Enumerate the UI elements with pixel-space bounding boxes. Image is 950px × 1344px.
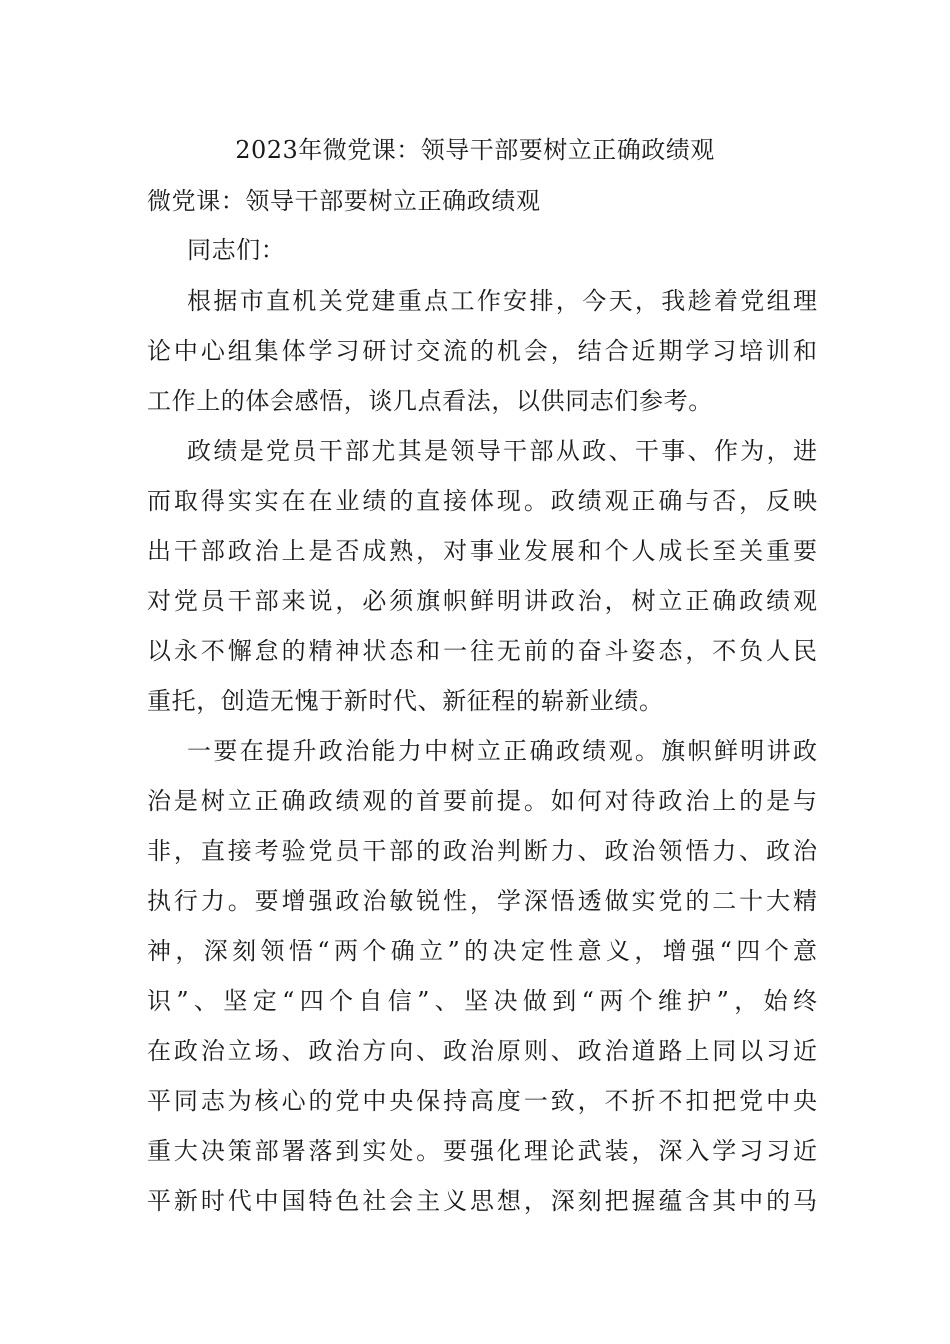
paragraph3-line8: 平同志为核心的党中央保持高度一致，不折不扣把党中央	[147, 1087, 817, 1115]
paragraph3-line10: 平新时代中国特色社会主义思想，深刻把握蕴含其中的马	[147, 1187, 817, 1215]
paragraph3-line3: 非，直接考验党员干部的政治判断力、政治领悟力、政治	[147, 837, 817, 865]
paragraph3-line7: 在政治立场、政治方向、政治原则、政治道路上同以习近	[147, 1037, 817, 1065]
paragraph3-line9: 重大决策部署落到实处。要强化理论武装，深入学习习近	[147, 1137, 817, 1165]
paragraph3-line2: 治是树立正确政绩观的首要前提。如何对待政治上的是与	[147, 787, 817, 815]
paragraph3-line1: 一要在提升政治能力中树立正确政绩观。旗帜鲜明讲政	[187, 737, 817, 765]
paragraph1-line3: 工作上的体会感悟，谈几点看法，以供同志们参考。	[147, 387, 713, 415]
paragraph2-line2: 而取得实实在在业绩的直接体现。政绩观正确与否，反映	[147, 487, 817, 515]
paragraph2-line3: 出干部政治上是否成熟，对事业发展和个人成长至关重要	[147, 537, 817, 565]
paragraph1-line2: 论中心组集体学习研讨交流的机会，结合近期学习培训和	[147, 337, 817, 365]
paragraph2-line4: 对党员干部来说，必须旗帜鲜明讲政治，树立正确政绩观	[147, 587, 817, 615]
paragraph1-line1: 根据市直机关党建重点工作安排，今天，我趁着党组理	[187, 287, 817, 315]
document-subtitle: 微党课：领导干部要树立正确政绩观	[147, 187, 541, 215]
paragraph3-line4: 执行力。要增强政治敏锐性，学深悟透做实党的二十大精	[147, 887, 817, 915]
salutation: 同志们：	[187, 236, 286, 264]
paragraph3-line6: 识”、坚定“四个自信”、坚决做到“两个维护”，始终	[147, 987, 817, 1015]
paragraph3-line5: 神，深刻领悟“两个确立”的决定性意义，增强“四个意	[147, 937, 817, 965]
paragraph2-line5: 以永不懈怠的精神状态和一往无前的奋斗姿态，不负人民	[147, 637, 817, 665]
paragraph2-line1: 政绩是党员干部尤其是领导干部从政、干事、作为，进	[187, 437, 817, 465]
paragraph2-line6: 重托，创造无愧于新时代、新征程的崭新业绩。	[147, 687, 664, 715]
document-title: 2023年微党课：领导干部要树立正确政绩观	[235, 136, 715, 164]
